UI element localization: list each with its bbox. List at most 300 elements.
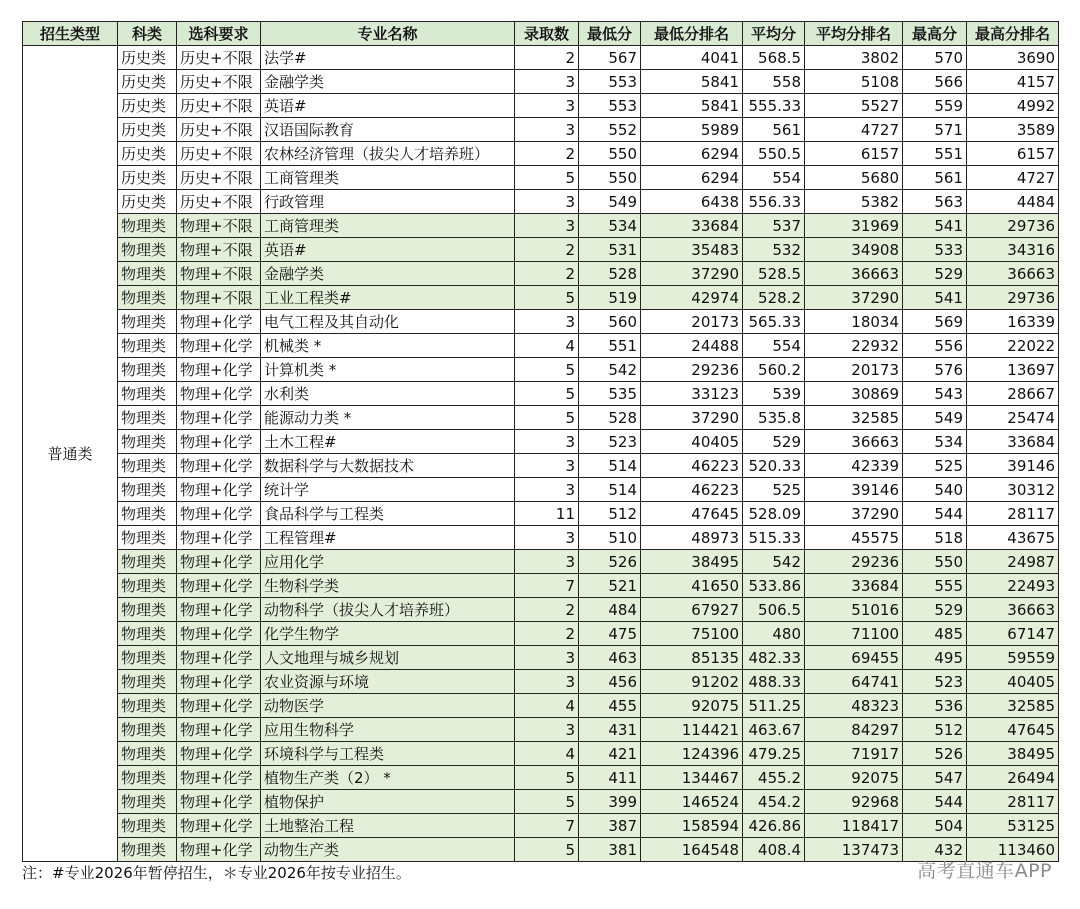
table-row <box>23 310 1059 334</box>
table-cell: 463 <box>579 646 641 670</box>
table-row <box>23 598 1059 622</box>
table-cell: 42339 <box>805 454 903 478</box>
table-cell: 59559 <box>967 646 1059 670</box>
table-cell: 558 <box>743 70 805 94</box>
table-cell: 工业工程类# <box>261 286 515 310</box>
col-header-min-score: 最低分 <box>579 22 641 46</box>
table-row <box>23 46 1059 70</box>
table-cell: 3 <box>515 310 579 334</box>
table-cell: 物理+化学 <box>177 574 261 598</box>
table-cell: 567 <box>579 46 641 70</box>
table-cell: 519 <box>579 286 641 310</box>
watermark-logo: 高考直通车APP <box>917 860 1052 882</box>
table-cell: 统计学 <box>261 478 515 502</box>
table-cell: 482.33 <box>743 646 805 670</box>
table-cell: 164548 <box>641 838 743 862</box>
table-cell: 数据科学与大数据技术 <box>261 454 515 478</box>
col-header-major: 专业名称 <box>261 22 515 46</box>
table-cell: 33684 <box>805 574 903 598</box>
table-row <box>23 118 1059 142</box>
table-cell: 33684 <box>967 430 1059 454</box>
table-cell: 物理类 <box>118 478 177 502</box>
table-cell: 物理+化学 <box>177 670 261 694</box>
table-cell: 5382 <box>805 190 903 214</box>
table-cell: 36663 <box>967 598 1059 622</box>
table-cell: 3 <box>515 70 579 94</box>
table-cell: 526 <box>579 550 641 574</box>
table-cell: 528 <box>579 262 641 286</box>
table-row <box>23 94 1059 118</box>
table-cell: 物理类 <box>118 814 177 838</box>
table-cell: 549 <box>579 190 641 214</box>
table-cell: 物理类 <box>118 550 177 574</box>
table-row <box>23 622 1059 646</box>
table-cell: 金融学类 <box>261 70 515 94</box>
table-cell: 432 <box>903 838 967 862</box>
table-cell: 物理+化学 <box>177 646 261 670</box>
table-cell: 528 <box>579 406 641 430</box>
table-cell: 5 <box>515 766 579 790</box>
table-cell: 物理类 <box>118 742 177 766</box>
table-cell: 3589 <box>967 118 1059 142</box>
table-cell: 6438 <box>641 190 743 214</box>
table-cell: 3 <box>515 454 579 478</box>
table-cell: 528.5 <box>743 262 805 286</box>
table-cell: 69455 <box>805 646 903 670</box>
table-cell: 6294 <box>641 166 743 190</box>
table-cell: 426.86 <box>743 814 805 838</box>
table-cell: 29736 <box>967 286 1059 310</box>
table-cell: 38495 <box>967 742 1059 766</box>
admission-table-container <box>22 21 1059 862</box>
table-cell: 物理类 <box>118 262 177 286</box>
table-cell: 物理类 <box>118 838 177 862</box>
table-cell: 物理类 <box>118 310 177 334</box>
table-row <box>23 766 1059 790</box>
table-cell: 551 <box>903 142 967 166</box>
table-cell: 13697 <box>967 358 1059 382</box>
table-cell: 528.09 <box>743 502 805 526</box>
table-cell: 2 <box>515 262 579 286</box>
table-cell: 3 <box>515 526 579 550</box>
table-cell: 物理+化学 <box>177 766 261 790</box>
table-cell: 431 <box>579 718 641 742</box>
table-cell: 农林经济管理（拔尖人才培养班） <box>261 142 515 166</box>
table-cell: 应用化学 <box>261 550 515 574</box>
table-cell: 555 <box>903 574 967 598</box>
table-row <box>23 166 1059 190</box>
table-cell: 24987 <box>967 550 1059 574</box>
table-row <box>23 574 1059 598</box>
table-cell: 5841 <box>641 94 743 118</box>
table-cell: 法学# <box>261 46 515 70</box>
table-cell: 29736 <box>967 214 1059 238</box>
table-cell: 4727 <box>967 166 1059 190</box>
table-cell: 566 <box>903 70 967 94</box>
table-cell: 576 <box>903 358 967 382</box>
table-cell: 28117 <box>967 790 1059 814</box>
table-cell: 金融学类 <box>261 262 515 286</box>
table-cell: 3 <box>515 646 579 670</box>
table-cell: 137473 <box>805 838 903 862</box>
table-cell: 45575 <box>805 526 903 550</box>
table-cell: 510 <box>579 526 641 550</box>
table-cell: 515.33 <box>743 526 805 550</box>
table-cell: 42974 <box>641 286 743 310</box>
table-cell: 22022 <box>967 334 1059 358</box>
table-cell: 6294 <box>641 142 743 166</box>
table-row <box>23 646 1059 670</box>
table-cell: 525 <box>743 478 805 502</box>
table-cell: 523 <box>903 670 967 694</box>
table-cell: 544 <box>903 790 967 814</box>
table-row <box>23 550 1059 574</box>
table-cell: 物理类 <box>118 790 177 814</box>
table-cell: 2 <box>515 46 579 70</box>
table-cell: 5 <box>515 406 579 430</box>
table-cell: 历史类 <box>118 166 177 190</box>
table-cell: 英语# <box>261 94 515 118</box>
table-cell: 7 <box>515 814 579 838</box>
table-cell: 518 <box>903 526 967 550</box>
table-cell: 3 <box>515 118 579 142</box>
table-cell: 30312 <box>967 478 1059 502</box>
table-row <box>23 358 1059 382</box>
table-cell: 549 <box>903 406 967 430</box>
footnote: 注：#专业2026年暂停招生，＊专业2026年按专业招生。 <box>22 864 411 882</box>
table-cell: 40405 <box>641 430 743 454</box>
table-row <box>23 454 1059 478</box>
table-row <box>23 742 1059 766</box>
table-cell: 543 <box>903 382 967 406</box>
table-cell: 563 <box>903 190 967 214</box>
table-cell: 511.25 <box>743 694 805 718</box>
table-cell: 48973 <box>641 526 743 550</box>
table-cell: 物理类 <box>118 502 177 526</box>
table-cell: 36663 <box>805 430 903 454</box>
col-header-max-score: 最高分 <box>903 22 967 46</box>
table-cell: 514 <box>579 478 641 502</box>
table-cell: 5680 <box>805 166 903 190</box>
table-cell: 30869 <box>805 382 903 406</box>
table-row <box>23 286 1059 310</box>
table-row <box>23 382 1059 406</box>
table-cell: 31969 <box>805 214 903 238</box>
table-cell: 455 <box>579 694 641 718</box>
table-cell: 33123 <box>641 382 743 406</box>
category-cell: 普通类 <box>23 46 118 862</box>
table-cell: 5 <box>515 286 579 310</box>
table-cell: 523 <box>579 430 641 454</box>
table-cell: 550 <box>579 166 641 190</box>
table-cell: 5989 <box>641 118 743 142</box>
table-cell: 物理+不限 <box>177 238 261 262</box>
table-cell: 应用生物科学 <box>261 718 515 742</box>
table-cell: 历史类 <box>118 142 177 166</box>
table-cell: 生物科学类 <box>261 574 515 598</box>
table-cell: 454.2 <box>743 790 805 814</box>
table-cell: 历史类 <box>118 190 177 214</box>
table-cell: 汉语国际教育 <box>261 118 515 142</box>
table-cell: 物理类 <box>118 718 177 742</box>
table-cell: 479.25 <box>743 742 805 766</box>
table-cell: 556.33 <box>743 190 805 214</box>
table-cell: 521 <box>579 574 641 598</box>
table-row <box>23 718 1059 742</box>
table-cell: 物理类 <box>118 598 177 622</box>
col-header-min-rank: 最低分排名 <box>641 22 743 46</box>
table-cell: 92075 <box>641 694 743 718</box>
table-cell: 20173 <box>641 310 743 334</box>
table-cell: 539 <box>743 382 805 406</box>
table-cell: 92075 <box>805 766 903 790</box>
table-cell: 32585 <box>805 406 903 430</box>
table-cell: 560.2 <box>743 358 805 382</box>
table-cell: 物理类 <box>118 766 177 790</box>
table-cell: 22493 <box>967 574 1059 598</box>
table-cell: 550 <box>579 142 641 166</box>
table-row <box>23 406 1059 430</box>
col-header-max-rank: 最高分排名 <box>967 22 1059 46</box>
table-cell: 550 <box>903 550 967 574</box>
table-cell: 16339 <box>967 310 1059 334</box>
table-cell: 物理+化学 <box>177 814 261 838</box>
table-cell: 534 <box>903 430 967 454</box>
table-cell: 570 <box>903 46 967 70</box>
table-cell: 植物生产类（2） * <box>261 766 515 790</box>
table-cell: 571 <box>903 118 967 142</box>
table-cell: 484 <box>579 598 641 622</box>
table-cell: 535 <box>579 382 641 406</box>
table-cell: 22932 <box>805 334 903 358</box>
table-cell: 85135 <box>641 646 743 670</box>
table-cell: 2 <box>515 142 579 166</box>
table-cell: 化学生物学 <box>261 622 515 646</box>
table-cell: 485 <box>903 622 967 646</box>
table-cell: 504 <box>903 814 967 838</box>
table-cell: 46223 <box>641 478 743 502</box>
table-cell: 5 <box>515 382 579 406</box>
table-cell: 3 <box>515 718 579 742</box>
table-cell: 物理+化学 <box>177 334 261 358</box>
table-cell: 工商管理类 <box>261 166 515 190</box>
table-cell: 67147 <box>967 622 1059 646</box>
table-cell: 537 <box>743 214 805 238</box>
table-cell: 551 <box>579 334 641 358</box>
table-cell: 物理+化学 <box>177 526 261 550</box>
table-row <box>23 694 1059 718</box>
table-cell: 5108 <box>805 70 903 94</box>
table-cell: 3 <box>515 214 579 238</box>
table-cell: 512 <box>579 502 641 526</box>
table-cell: 38495 <box>641 550 743 574</box>
table-cell: 67927 <box>641 598 743 622</box>
table-cell: 物理+化学 <box>177 550 261 574</box>
table-cell: 物理+化学 <box>177 454 261 478</box>
table-cell: 3 <box>515 478 579 502</box>
table-cell: 475 <box>579 622 641 646</box>
table-cell: 536 <box>903 694 967 718</box>
table-cell: 5 <box>515 790 579 814</box>
table-cell: 农业资源与环境 <box>261 670 515 694</box>
table-row <box>23 238 1059 262</box>
table-cell: 3 <box>515 670 579 694</box>
table-cell: 物理+化学 <box>177 598 261 622</box>
admission-table <box>22 21 1059 862</box>
table-cell: 33684 <box>641 214 743 238</box>
table-cell: 463.67 <box>743 718 805 742</box>
col-header-avg-rank: 平均分排名 <box>805 22 903 46</box>
table-cell: 历史+不限 <box>177 166 261 190</box>
table-cell: 物理+不限 <box>177 214 261 238</box>
table-cell: 6157 <box>805 142 903 166</box>
table-cell: 24488 <box>641 334 743 358</box>
table-cell: 92968 <box>805 790 903 814</box>
table-cell: 114421 <box>641 718 743 742</box>
table-cell: 34316 <box>967 238 1059 262</box>
table-cell: 547 <box>903 766 967 790</box>
table-cell: 408.4 <box>743 838 805 862</box>
table-cell: 506.5 <box>743 598 805 622</box>
table-cell: 工程管理# <box>261 526 515 550</box>
table-cell: 3 <box>515 94 579 118</box>
table-cell: 533.86 <box>743 574 805 598</box>
table-cell: 物理类 <box>118 694 177 718</box>
table-cell: 28117 <box>967 502 1059 526</box>
table-cell: 物理类 <box>118 358 177 382</box>
table-cell: 4484 <box>967 190 1059 214</box>
table-cell: 64741 <box>805 670 903 694</box>
table-cell: 514 <box>579 454 641 478</box>
table-cell: 529 <box>903 598 967 622</box>
table-cell: 553 <box>579 94 641 118</box>
table-cell: 480 <box>743 622 805 646</box>
table-cell: 7 <box>515 574 579 598</box>
table-cell: 4041 <box>641 46 743 70</box>
table-cell: 71917 <box>805 742 903 766</box>
table-cell: 历史类 <box>118 46 177 70</box>
table-cell: 531 <box>579 238 641 262</box>
table-cell: 英语# <box>261 238 515 262</box>
table-cell: 525 <box>903 454 967 478</box>
table-cell: 554 <box>743 334 805 358</box>
table-cell: 电气工程及其自动化 <box>261 310 515 334</box>
table-cell: 146524 <box>641 790 743 814</box>
table-cell: 3802 <box>805 46 903 70</box>
table-cell: 2 <box>515 598 579 622</box>
table-cell: 526 <box>903 742 967 766</box>
table-cell: 421 <box>579 742 641 766</box>
table-cell: 能源动力类 * <box>261 406 515 430</box>
table-cell: 124396 <box>641 742 743 766</box>
table-cell: 历史+不限 <box>177 94 261 118</box>
table-cell: 5527 <box>805 94 903 118</box>
table-header-row <box>23 22 1059 46</box>
table-cell: 544 <box>903 502 967 526</box>
table-cell: 561 <box>743 118 805 142</box>
table-cell: 物理类 <box>118 430 177 454</box>
table-body <box>23 46 1059 862</box>
table-cell: 71100 <box>805 622 903 646</box>
table-cell: 食品科学与工程类 <box>261 502 515 526</box>
table-cell: 5 <box>515 166 579 190</box>
table-cell: 3 <box>515 550 579 574</box>
table-cell: 26494 <box>967 766 1059 790</box>
table-cell: 历史+不限 <box>177 142 261 166</box>
table-cell: 物理类 <box>118 646 177 670</box>
table-cell: 550.5 <box>743 142 805 166</box>
table-cell: 物理类 <box>118 526 177 550</box>
table-cell: 39146 <box>805 478 903 502</box>
col-header-admitted: 录取数 <box>515 22 579 46</box>
table-cell: 5 <box>515 838 579 862</box>
table-cell: 物理类 <box>118 286 177 310</box>
table-cell: 动物科学（拔尖人才培养班） <box>261 598 515 622</box>
table-cell: 18034 <box>805 310 903 334</box>
table-cell: 历史+不限 <box>177 70 261 94</box>
table-row <box>23 526 1059 550</box>
table-cell: 37290 <box>641 262 743 286</box>
table-row <box>23 670 1059 694</box>
table-cell: 4 <box>515 742 579 766</box>
table-cell: 46223 <box>641 454 743 478</box>
table-cell: 91202 <box>641 670 743 694</box>
table-cell: 53125 <box>967 814 1059 838</box>
table-cell: 535.8 <box>743 406 805 430</box>
table-cell: 529 <box>903 262 967 286</box>
table-cell: 520.33 <box>743 454 805 478</box>
table-cell: 41650 <box>641 574 743 598</box>
table-cell: 物理类 <box>118 334 177 358</box>
table-row <box>23 262 1059 286</box>
table-cell: 37290 <box>641 406 743 430</box>
table-cell: 29236 <box>641 358 743 382</box>
table-cell: 569 <box>903 310 967 334</box>
table-cell: 512 <box>903 718 967 742</box>
table-cell: 4992 <box>967 94 1059 118</box>
table-cell: 水利类 <box>261 382 515 406</box>
table-cell: 物理+化学 <box>177 430 261 454</box>
table-cell: 2 <box>515 238 579 262</box>
table-cell: 工商管理类 <box>261 214 515 238</box>
table-cell: 118417 <box>805 814 903 838</box>
table-row <box>23 190 1059 214</box>
table-cell: 158594 <box>641 814 743 838</box>
table-cell: 84297 <box>805 718 903 742</box>
table-cell: 541 <box>903 286 967 310</box>
table-cell: 物理类 <box>118 670 177 694</box>
table-cell: 36663 <box>967 262 1059 286</box>
table-cell: 3 <box>515 430 579 454</box>
table-cell: 机械类 * <box>261 334 515 358</box>
table-cell: 20173 <box>805 358 903 382</box>
table-cell: 物理+化学 <box>177 310 261 334</box>
table-cell: 387 <box>579 814 641 838</box>
table-cell: 35483 <box>641 238 743 262</box>
table-cell: 553 <box>579 70 641 94</box>
table-cell: 历史+不限 <box>177 118 261 142</box>
table-cell: 物理类 <box>118 622 177 646</box>
table-cell: 40405 <box>967 670 1059 694</box>
table-cell: 134467 <box>641 766 743 790</box>
table-row <box>23 838 1059 862</box>
table-cell: 物理类 <box>118 406 177 430</box>
table-cell: 土木工程# <box>261 430 515 454</box>
table-cell: 历史类 <box>118 118 177 142</box>
table-cell: 物理+化学 <box>177 502 261 526</box>
table-cell: 556 <box>903 334 967 358</box>
table-cell: 75100 <box>641 622 743 646</box>
